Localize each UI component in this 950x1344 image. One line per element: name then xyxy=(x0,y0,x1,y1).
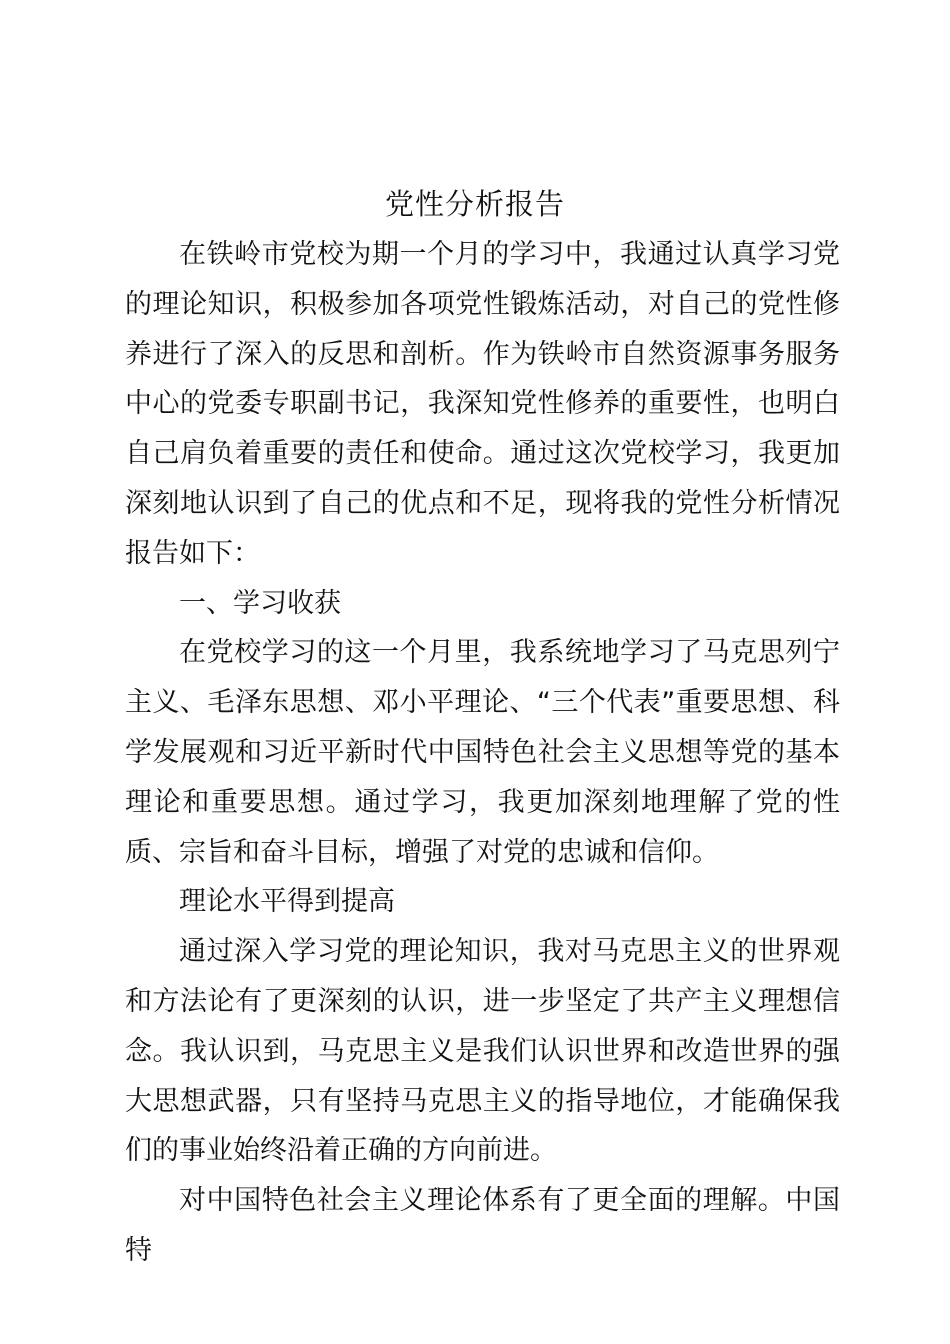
learning-paragraph: 在党校学习的这一个月里，我系统地学习了马克思列宁主义、毛泽东思想、邓小平理论、“三个代表”重要思想、科学发展观和习近平新时代中国特色社会主义思想等党的基本理论和重要思想。通过学习，我更加深刻地理解了党的性质、宗旨和奋斗目标，增强了对党的忠诚和信仰。 xyxy=(125,637,840,868)
document-body xyxy=(125,230,840,1276)
document-title: 党性分析报告 xyxy=(384,187,565,221)
subheading-theory-level: 理论水平得到提高 xyxy=(179,886,395,918)
theory-paragraph: 通过深入学习党的理论知识，我对马克思主义的世界观和方法论有了更深刻的认识，进一步坚定了共产主义理想信念。我认识到，马克思主义是我们认识世界和改造世界的强大思想武器，只有坚持马克思主义的指导地位，才能确保我们的事业始终沿着正确的方向前进。 xyxy=(125,936,840,1167)
intro-paragraph: 在铁岭市党校为期一个月的学习中，我通过认真学习党的理论知识，积极参加各项党性锻炼活动，对自己的党性修养进行了深入的反思和剖析。作为铁岭市自然资源事务服务中心的党委专职副书记，我深知党性修养的重要性，也明白自己肩负着重要的责任和使命。通过这次党校学习，我更加深刻地认识到了自己的优点和不足，现将我的党性分析情况报告如下： xyxy=(125,239,840,569)
socialism-paragraph: 对中国特色社会主义理论体系有了更全面的理解。中国特 xyxy=(125,1185,840,1266)
section-heading-learning-gains: 一、学习收获 xyxy=(179,587,341,619)
